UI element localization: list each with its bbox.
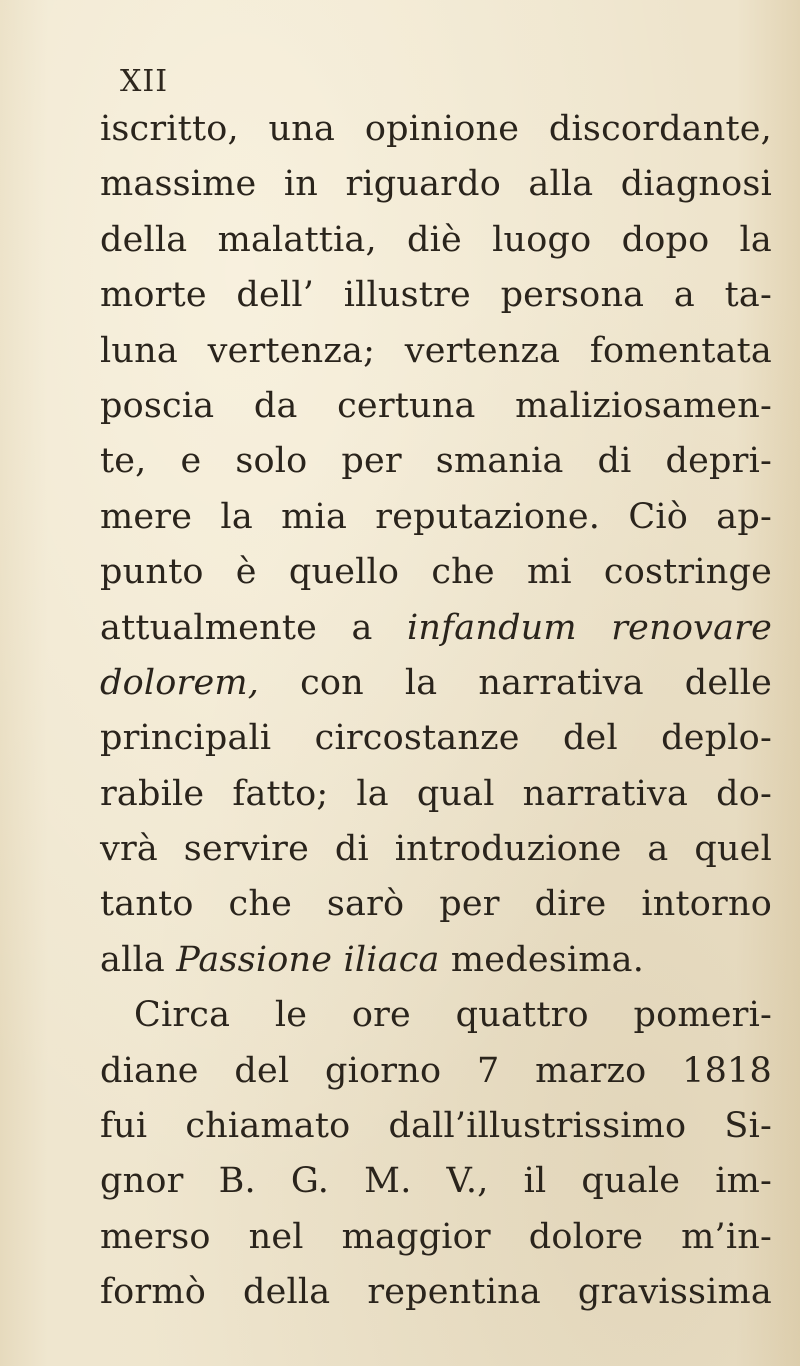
text-segment: iscritto, una opinione discordante, [100, 109, 772, 149]
text-segment: massime in riguardo alla diagnosi [100, 164, 772, 205]
paragraph-start-line [100, 988, 772, 1043]
text-line [100, 767, 772, 822]
text-segment: luna vertenza; vertenza fomentata [100, 330, 772, 371]
text-segment: Circa le ore quattro pomeri- [134, 995, 772, 1036]
text-segment: merso nel maggior dolore m’in- [100, 1216, 772, 1257]
text-line [100, 545, 772, 600]
text-line [100, 1210, 772, 1265]
text-segment: tanto che sarò per dire intorno [100, 884, 772, 925]
text-segment: rabile fatto; la qual narrativa do- [100, 773, 772, 814]
text-segment: formò della repentina gravissima [100, 1272, 772, 1313]
page-number: XII [120, 64, 169, 99]
italic-phrase: dolorem, [100, 662, 260, 703]
text-segment: fui chiamato dall’illustrissimo Si- [100, 1106, 772, 1147]
text-segment: morte dell’ illustre persona a ta- [100, 275, 772, 316]
text-segment: gnor B. G. M. V., il quale im- [100, 1161, 772, 1202]
text-line [100, 157, 772, 212]
text-segment: te, e solo per smania di depri- [100, 441, 772, 482]
paragraph-end-line [100, 933, 772, 988]
body-text [100, 102, 772, 1321]
text-line [100, 434, 772, 489]
text-line [100, 601, 772, 656]
text-line [100, 877, 772, 932]
italic-phrase: Passione iliaca [176, 939, 440, 980]
text-segment: poscia da certuna maliziosamen- [100, 385, 772, 426]
text-line [100, 711, 772, 766]
text-segment: diane del giorno 7 marzo 1818 [100, 1050, 772, 1091]
text-line [100, 268, 772, 323]
text-line [100, 1265, 772, 1320]
text-segment: mere la mia reputazione. Ciò ap- [100, 496, 772, 537]
text-segment: vrà servire di introduzione a quel [100, 829, 772, 870]
text-line [100, 324, 772, 379]
text-segment: con la narrativa delle [259, 662, 772, 703]
text-line [100, 102, 772, 157]
text-line [100, 1044, 772, 1099]
text-line [100, 656, 772, 711]
italic-phrase: infandum renovare [406, 607, 772, 648]
text-line [100, 213, 772, 268]
text-line [100, 1099, 772, 1154]
text-segment: medesima. [439, 939, 645, 980]
text-line [100, 490, 772, 545]
text-segment: della malattia, diè luogo dopo la [100, 219, 772, 260]
text-segment: alla [100, 939, 177, 980]
text-line [100, 379, 772, 434]
text-segment: principali circostanze del deplo- [100, 718, 772, 759]
text-line [100, 1154, 772, 1209]
text-segment: attualmente a [100, 607, 407, 648]
text-line [100, 822, 772, 877]
text-segment: punto è quello che mi costringe [100, 552, 772, 593]
